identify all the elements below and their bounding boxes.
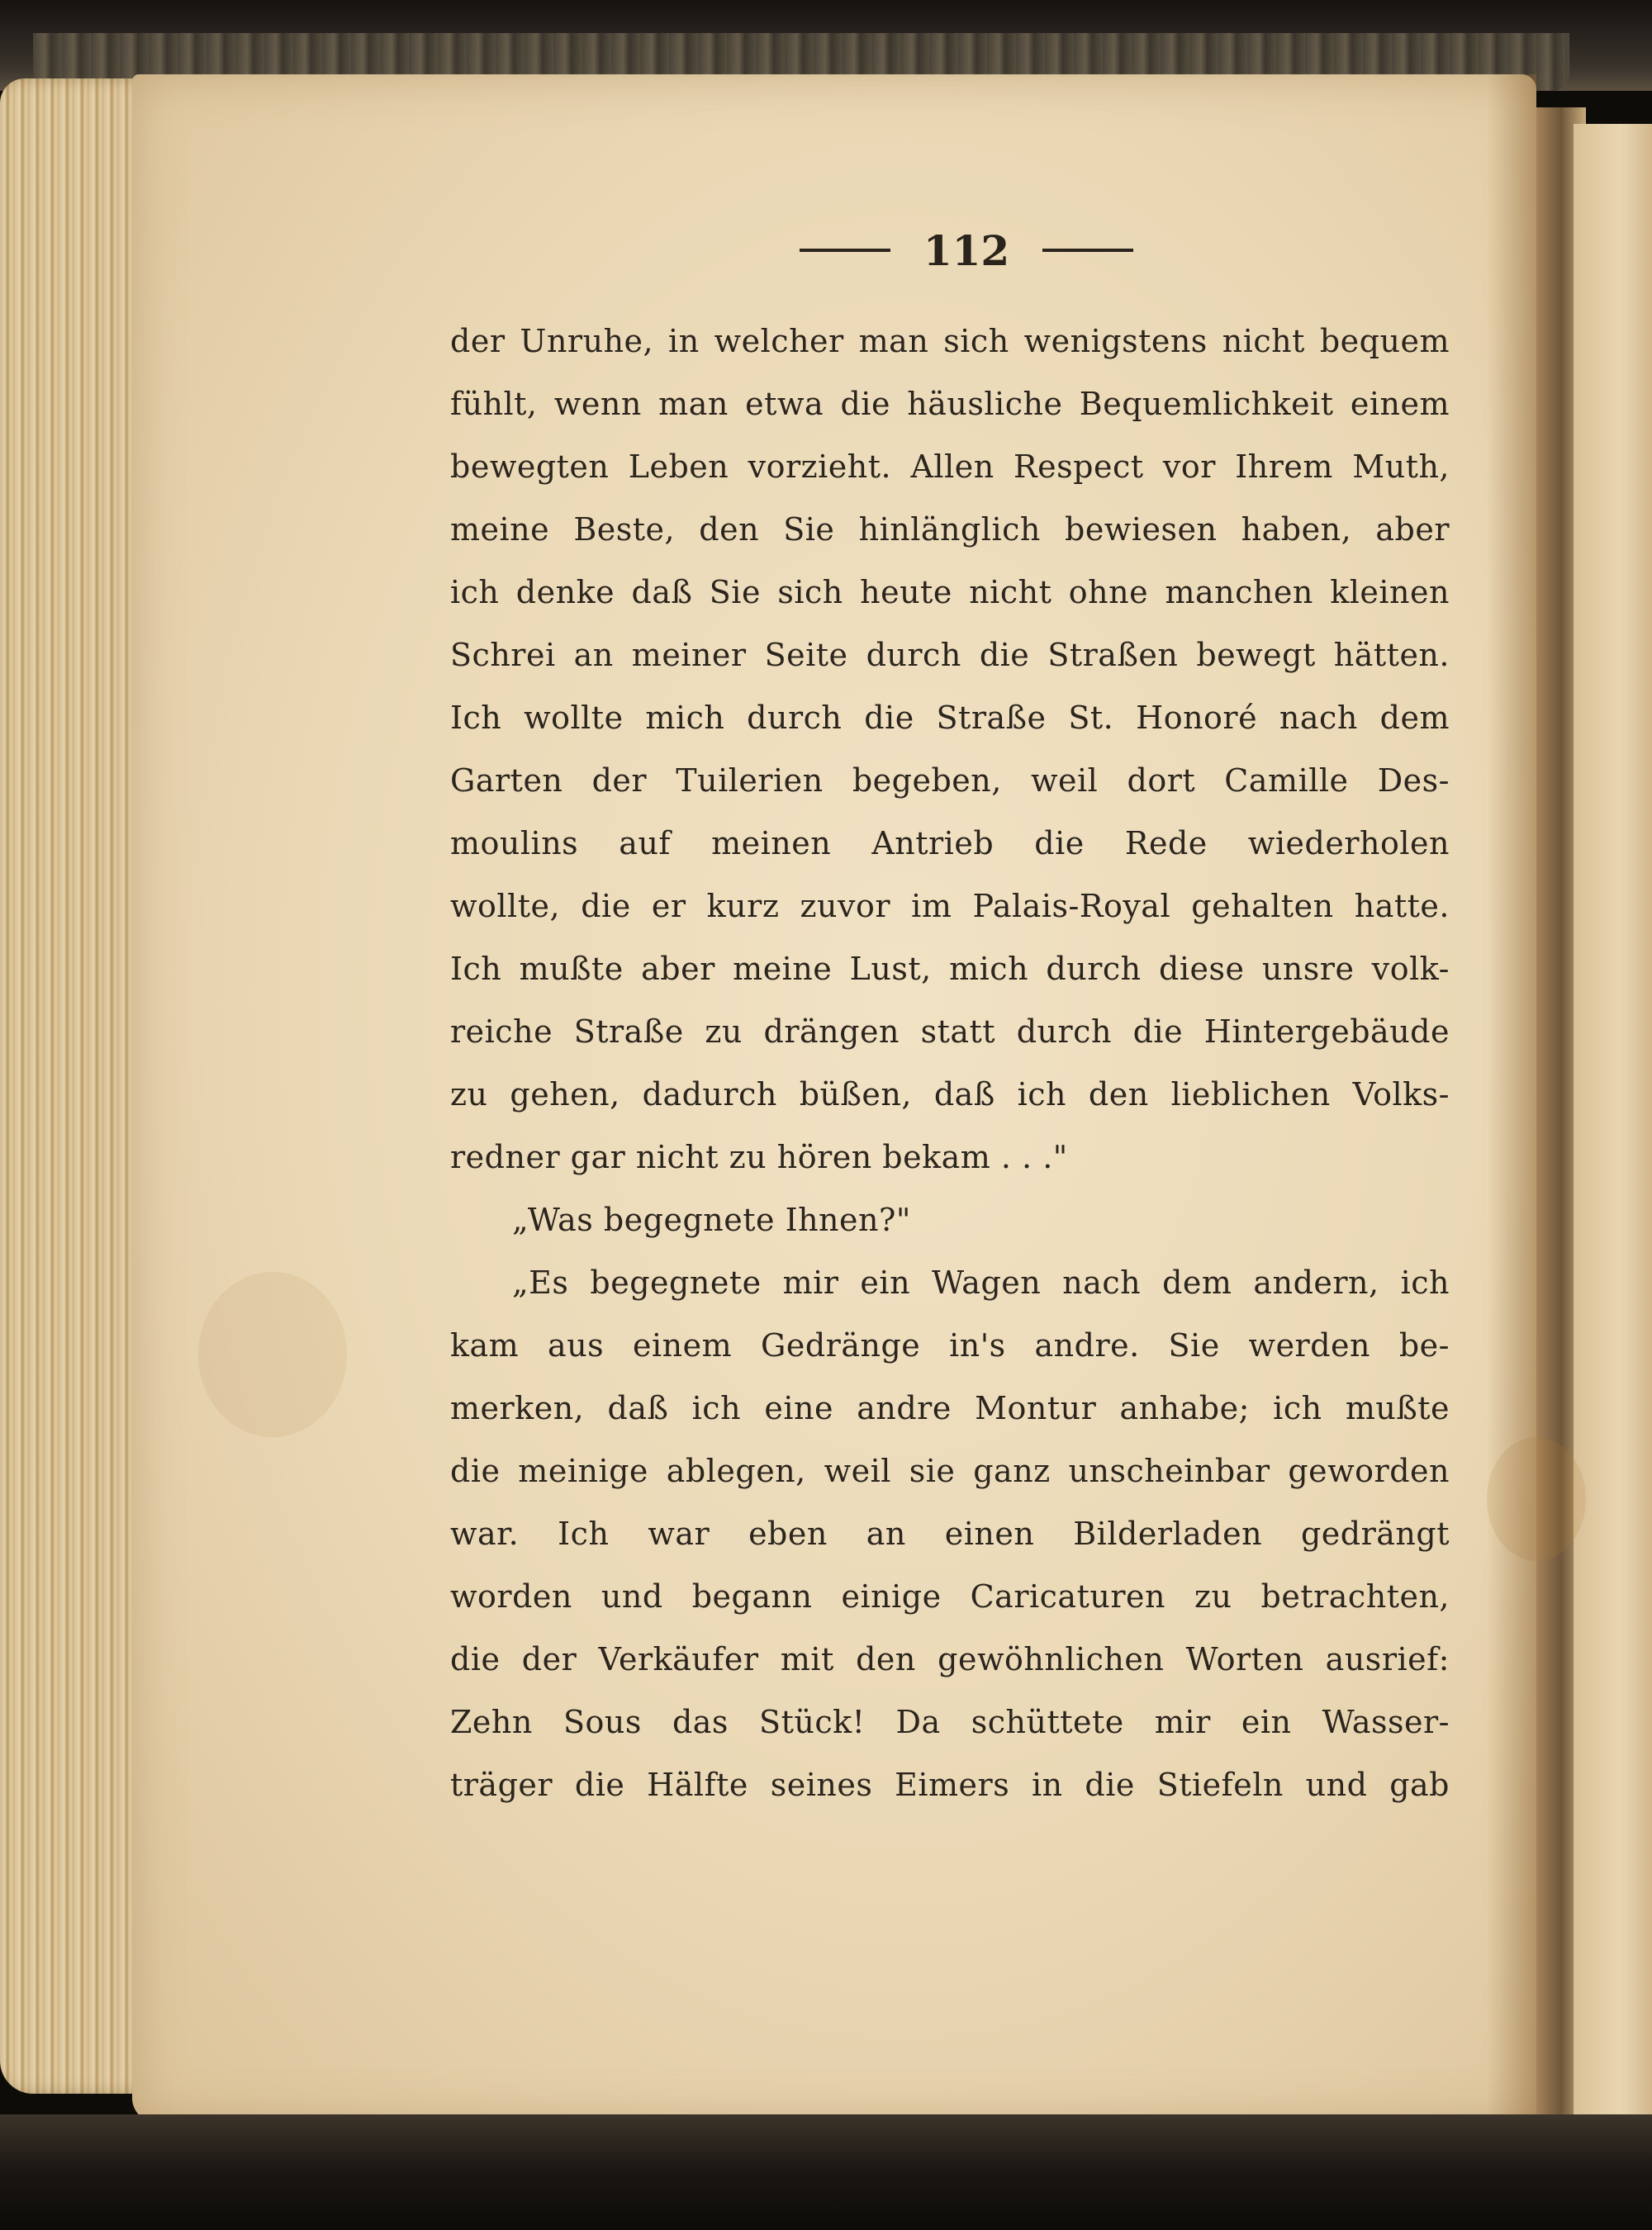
text-line: „Es begegnete mir ein Wagen nach dem andern, ich [512, 1264, 1450, 1301]
text-line: träger die Hälfte seines Eimers in die Stiefeln und gab [450, 1767, 1450, 1803]
text-line: bewegten Leben vorzieht. Allen Respect vor Ihrem Muth, [450, 448, 1450, 485]
text-line: merken, daß ich eine andre Montur anhabe; ich mußte [450, 1390, 1450, 1426]
text-line: Ich mußte aber meine Lust, mich durch diese unsre volk- [450, 951, 1450, 987]
page-shadow [1487, 74, 1536, 2123]
text-line: moulins auf meinen Antrieb die Rede wiederholen [450, 825, 1450, 861]
bottom-binding [0, 2114, 1652, 2230]
text-line: Garten der Tuilerien begeben, weil dort Camille Des- [450, 762, 1450, 799]
text-line: meine Beste, den Sie hinlänglich bewiesen haben, aber [450, 511, 1450, 548]
text-line: Zehn Sous das Stück! Da schüttete mir ein Wasser- [450, 1704, 1450, 1740]
text-line: fühlt, wenn man etwa die häusliche Bequemlichkeit einem [450, 386, 1450, 422]
text-line: worden und begann einige Caricaturen zu betrachten, [450, 1578, 1450, 1615]
text-line: zu gehen, dadurch büßen, daß ich den lieblichen Volks- [450, 1076, 1450, 1113]
text-line: Ich wollte mich durch die Straße St. Honoré nach dem [450, 700, 1450, 736]
text-line: war. Ich war eben an einen Bilderladen gedrängt [450, 1516, 1450, 1552]
text-line: wollte, die er kurz zuvor im Palais-Royal gehalten hatte. [450, 888, 1450, 924]
header-rule-left [800, 249, 890, 252]
text-line: die der Verkäufer mit den gewöhnlichen Worten ausrief: [450, 1641, 1450, 1677]
page-number-header [793, 221, 1140, 279]
text-line: „Was begegnete Ihnen?" [512, 1202, 911, 1238]
text-line: die meinige ablegen, weil sie ganz unscheinbar geworden [450, 1453, 1450, 1489]
header-rule-right [1042, 249, 1133, 252]
page-number: 112 [923, 225, 1010, 275]
text-line: der Unruhe, in welcher man sich wenigstens nicht bequem [450, 323, 1450, 359]
page-stain [198, 1272, 347, 1437]
text-line: ich denke daß Sie sich heute nicht ohne manchen kleinen [450, 574, 1450, 610]
text-line: Schrei an meiner Seite durch die Straßen bewegt hätten. [450, 637, 1450, 673]
adjacent-page [1574, 124, 1652, 2123]
text-line: kam aus einem Gedränge in's andre. Sie werden be- [450, 1327, 1450, 1364]
body-text [450, 310, 1450, 1816]
text-line: redner gar nicht zu hören bekam . . ." [450, 1139, 1068, 1175]
text-line: reiche Straße zu drängen statt durch die Hintergebäude [450, 1013, 1450, 1050]
